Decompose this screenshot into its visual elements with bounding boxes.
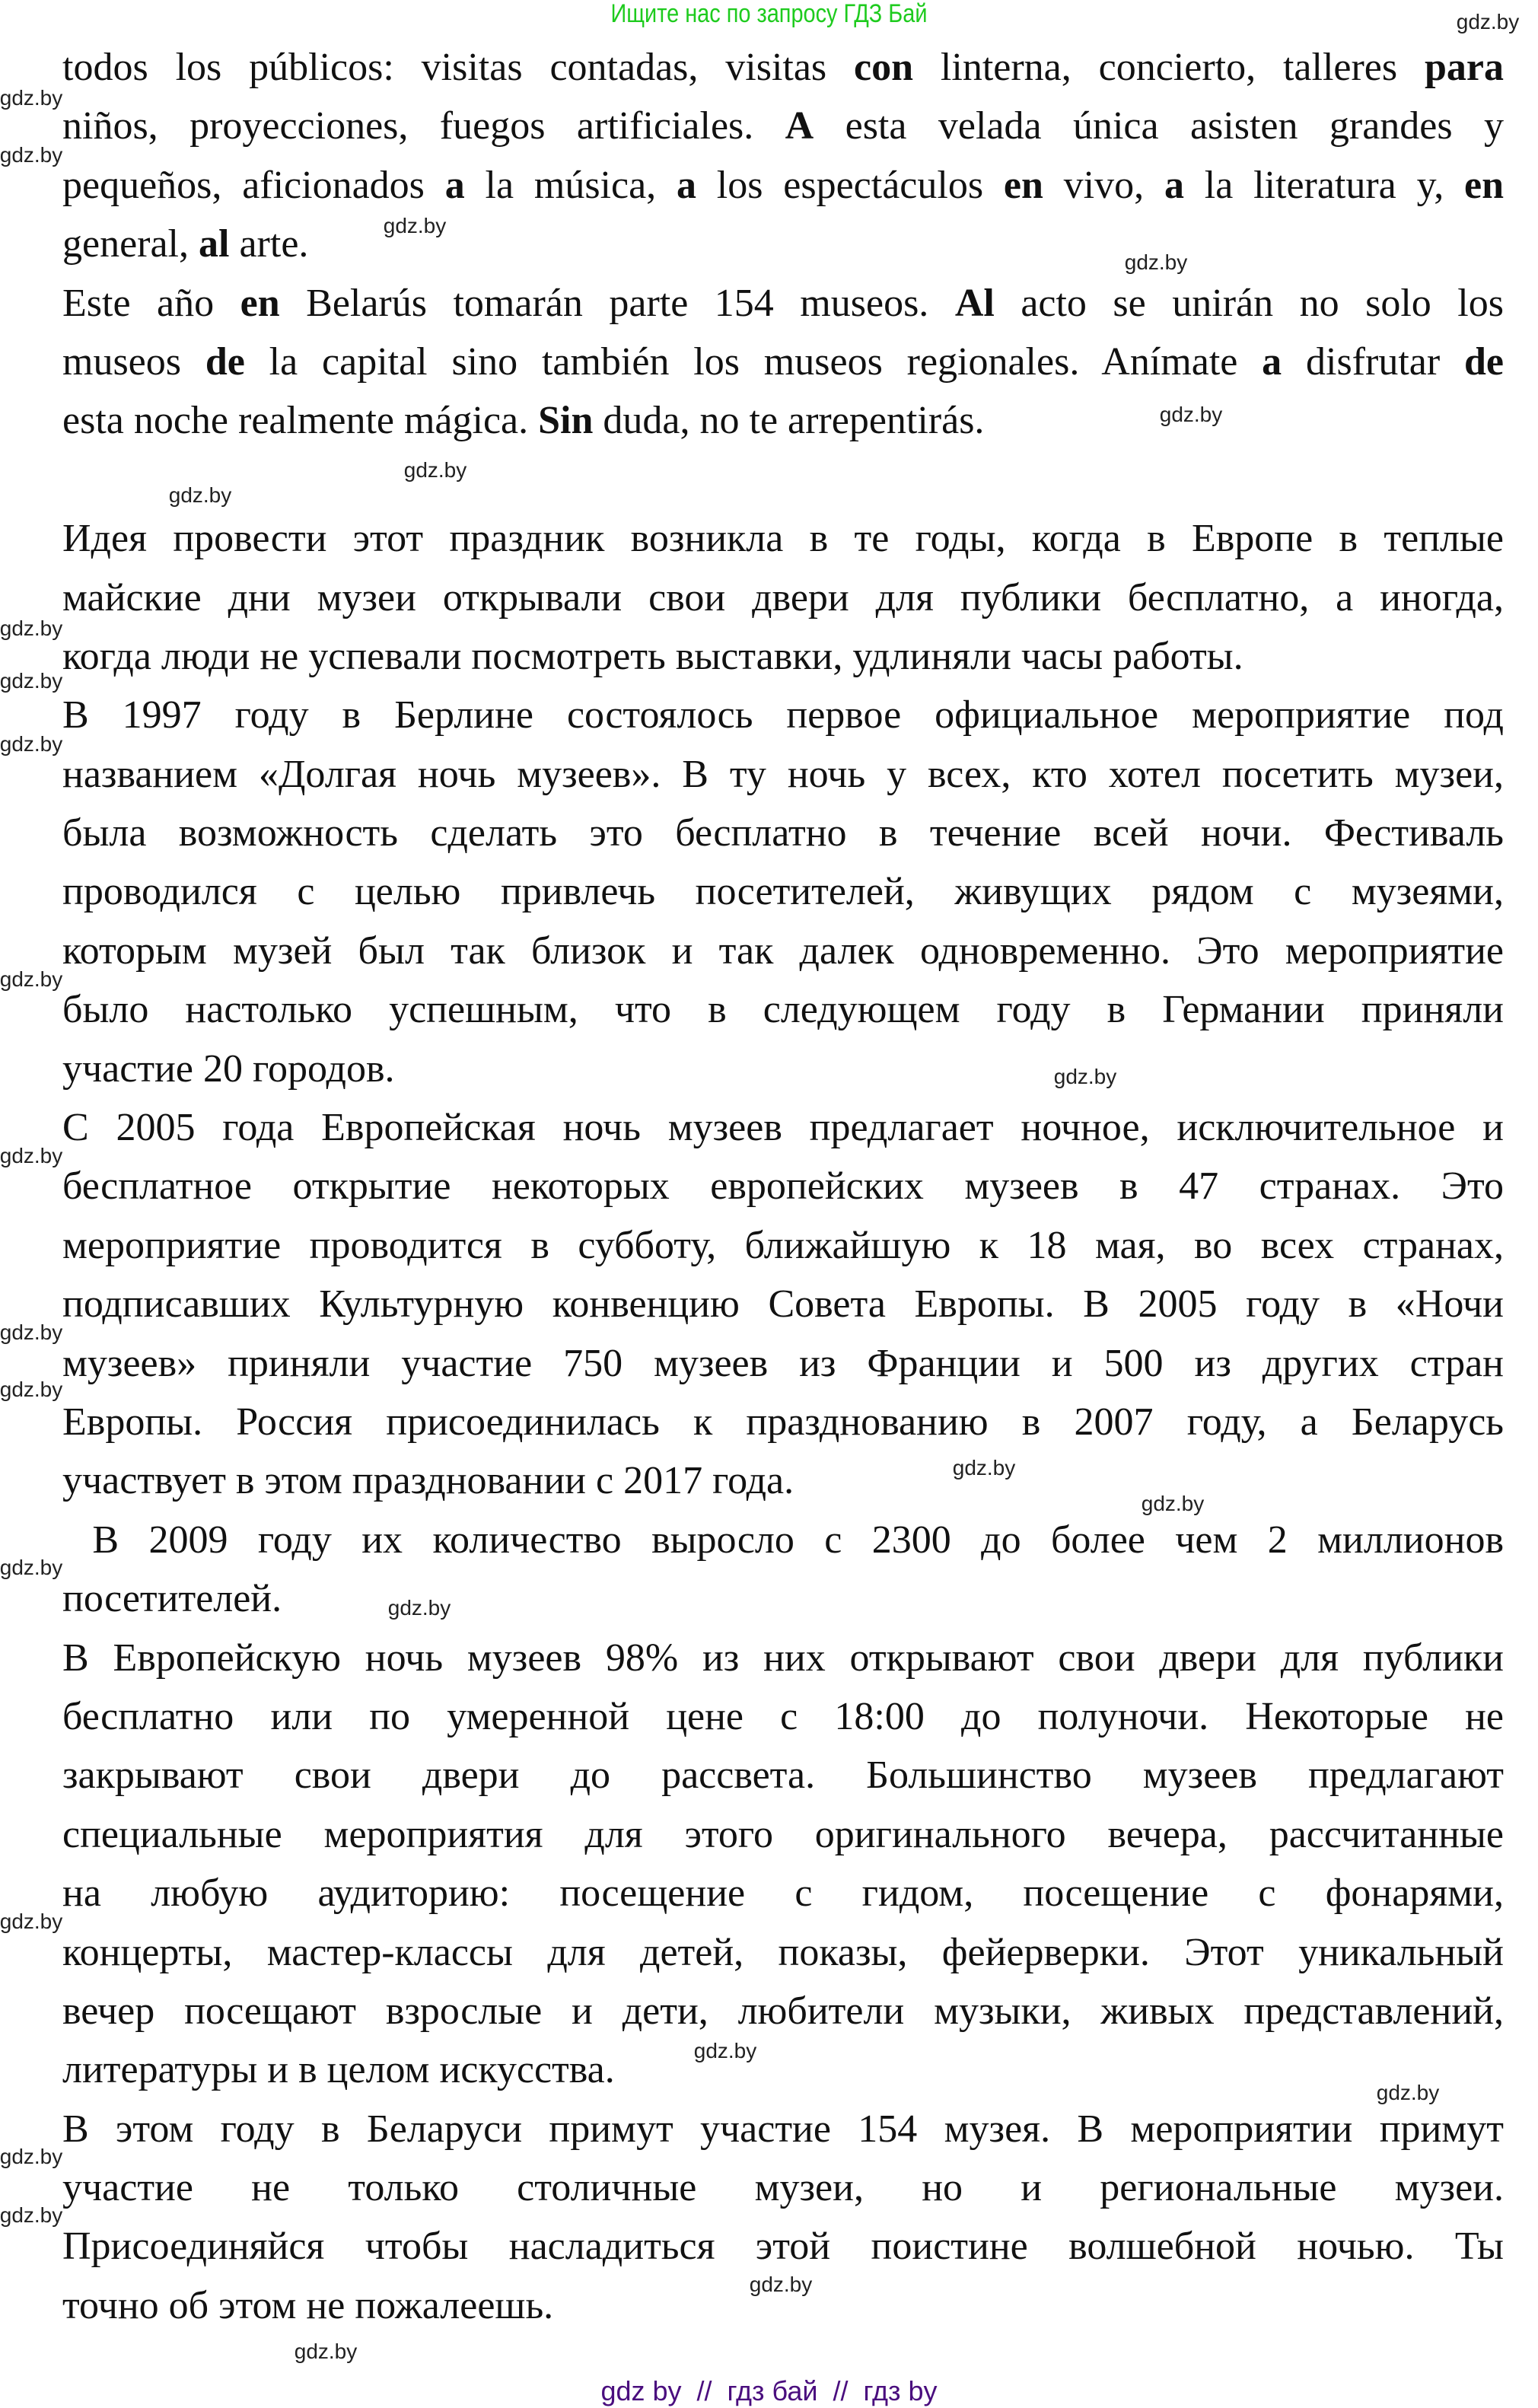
watermark: gdz.by xyxy=(0,86,63,110)
text-line xyxy=(62,862,1504,921)
text-line xyxy=(62,1275,1504,1333)
watermark: gdz.by xyxy=(1456,10,1520,33)
text-line xyxy=(62,1216,1504,1275)
bold-word: para xyxy=(1425,46,1504,89)
bold-word: con xyxy=(854,46,914,89)
bold-word: a xyxy=(1164,163,1184,207)
text-segment: disfrutar xyxy=(1282,339,1464,384)
bold-word: de xyxy=(1464,339,1504,384)
watermark: gdz.by xyxy=(693,2039,757,2062)
text-segment: В этом году в Беларуси примут участие 154 музея. В мероприятии примут xyxy=(62,2107,1504,2151)
text-segment: участие 20 городов. xyxy=(62,1046,395,1091)
text-line xyxy=(62,1746,1504,1804)
watermark: gdz.by xyxy=(749,2273,813,2296)
text-line xyxy=(62,2040,1504,2099)
watermark: gdz.by xyxy=(0,1556,63,1579)
watermark: gdz.by xyxy=(0,1320,63,1344)
text-segment: была возможность сделать это бесплатно в течение всей ночи. Фестиваль xyxy=(62,811,1504,855)
text-line xyxy=(62,745,1504,804)
bold-word: Al xyxy=(954,281,995,325)
text-segment: linterna, concierto, talleres xyxy=(913,46,1425,89)
text-segment: когда люди не успевали посмотреть выставки, удлиняли часы работы. xyxy=(62,634,1243,678)
watermark: gdz.by xyxy=(0,2203,63,2227)
text-line xyxy=(62,922,1504,980)
text-segment: литературы и в целом искусства. xyxy=(62,2048,615,2092)
watermark: gdz.by xyxy=(403,458,467,482)
bold-word: al xyxy=(199,222,230,266)
text-line xyxy=(62,97,1504,155)
text-line xyxy=(62,2217,1504,2276)
text-segment: концерты, мастер-классы для детей, показы, фейерверки. Этот уникальный xyxy=(62,1930,1504,1974)
text-segment: закрывают свои двери до рассвета. Большинство музеев предлагают xyxy=(62,1753,1504,1798)
text-segment: los espectáculos xyxy=(696,163,1004,207)
footer-links[interactable]: gdz by // гдз бай // гдз by xyxy=(600,2375,938,2406)
text-segment: посетителей. xyxy=(62,1577,282,1621)
paragraph-gap xyxy=(62,451,1504,509)
text-segment: участвует в этом праздновании с 2017 года. xyxy=(62,1459,794,1503)
watermark: gdz.by xyxy=(0,1910,63,1933)
text-line xyxy=(62,2100,1504,2158)
text-line xyxy=(62,1511,1504,1569)
text-segment: esta noche realmente mágica. xyxy=(62,399,539,443)
watermark: gdz.by xyxy=(0,1378,63,1401)
text-line xyxy=(62,1040,1504,1098)
text-segment: проводился с целью привлечь посетителей, живущих рядом с музеями, xyxy=(62,870,1504,914)
text-line xyxy=(62,980,1504,1039)
watermark: gdz.by xyxy=(952,1456,1016,1480)
text-line xyxy=(62,156,1504,215)
text-segment: acto se unirán no solo los xyxy=(994,281,1504,325)
text-line xyxy=(62,1982,1504,2040)
text-segment: general, xyxy=(62,222,199,266)
text-line xyxy=(62,804,1504,862)
bold-word: en xyxy=(1464,163,1505,207)
text-segment: Belarús tomarán parte 154 museos. xyxy=(279,281,955,325)
watermark: gdz.by xyxy=(1124,250,1188,274)
text-line xyxy=(62,1629,1504,1687)
text-segment: названием «Долгая ночь музеев». В ту ночь у всех, кто хотел посетить музеи, xyxy=(62,752,1504,796)
text-segment: museos xyxy=(62,339,205,384)
bold-word: a xyxy=(676,163,696,207)
watermark: gdz.by xyxy=(294,2340,358,2363)
text-segment: la literatura y, xyxy=(1183,163,1465,207)
text-line xyxy=(62,1687,1504,1746)
text-line xyxy=(62,391,1504,450)
text-segment: майские дни музеи открывали свои двери для публики бесплатно, а иногда, xyxy=(62,575,1504,620)
watermark: gdz.by xyxy=(1053,1065,1117,1088)
text-line xyxy=(62,627,1504,686)
text-segment: было настолько успешным, что в следующем году в Германии приняли xyxy=(62,988,1504,1032)
watermark: gdz.by xyxy=(0,669,63,693)
text-segment: Европы. Россия присоединилась к празднованию в 2007 году, а Беларусь xyxy=(62,1400,1504,1444)
watermark: gdz.by xyxy=(387,1596,451,1620)
text-segment: вечер посещают взрослые и дети, любители музыки, живых представлений, xyxy=(62,1989,1504,2033)
watermark: gdz.by xyxy=(0,732,63,756)
text-line xyxy=(62,1569,1504,1628)
text-line xyxy=(62,1864,1504,1922)
text-segment: la capital sino también los museos regionales. Anímate xyxy=(244,339,1263,384)
text-line xyxy=(62,333,1504,391)
bold-word: de xyxy=(205,339,245,384)
text-segment: специальные мероприятия для этого оригинального вечера, рассчитанные xyxy=(62,1812,1504,1856)
text-segment: бесплатно или по умеренной цене с 18:00 до полуночи. Некоторые не xyxy=(62,1694,1504,1738)
text-segment: музеев» приняли участие 750 музеев из Франции и 500 из других стран xyxy=(62,1341,1504,1385)
watermark: gdz.by xyxy=(0,616,63,640)
text-segment: arte. xyxy=(229,222,309,266)
watermark: gdz.by xyxy=(0,967,63,991)
text-line xyxy=(62,686,1504,744)
text-line xyxy=(62,1923,1504,1982)
text-line xyxy=(62,509,1504,568)
bold-word: a xyxy=(1262,339,1282,384)
text-line xyxy=(62,1334,1504,1393)
bold-word: Sin xyxy=(538,399,594,443)
watermark: gdz.by xyxy=(1159,403,1223,426)
bold-word: en xyxy=(240,281,280,325)
text-segment: la música, xyxy=(464,163,677,207)
text-line xyxy=(62,1451,1504,1510)
text-segment: Este año xyxy=(62,281,240,325)
bold-word: a xyxy=(444,163,465,207)
bold-word: A xyxy=(785,104,814,148)
text-segment: vivo, xyxy=(1043,163,1164,207)
text-segment: В Европейскую ночь музеев 98% из них открывают свои двери для публики xyxy=(62,1636,1504,1680)
text-line xyxy=(62,38,1504,97)
text-segment: подписавших Культурную конвенцию Совета Европы. В 2005 году в «Ночи xyxy=(62,1282,1504,1327)
text-line xyxy=(62,1098,1504,1157)
header-banner: Ищите нас по запросу ГДЗ Бай xyxy=(610,0,928,28)
text-segment: Идея провести этот праздник возникла в те годы, когда в Европе в теплые xyxy=(62,517,1504,561)
watermark: gdz.by xyxy=(0,1144,63,1167)
text-line xyxy=(62,1393,1504,1451)
text-segment: на любую аудиторию: посещение с гидом, посещение с фонарями, xyxy=(62,1871,1504,1916)
text-segment: С 2005 года Европейская ночь музеев предлагает ночное, исключительное и xyxy=(62,1106,1504,1150)
text-segment: todos los públicos: visitas contadas, visitas xyxy=(62,46,855,89)
watermark: gdz.by xyxy=(1376,2081,1440,2104)
text-segment: которым музей был так близок и так далек одновременно. Это мероприятие xyxy=(62,928,1504,973)
document-body xyxy=(62,38,1504,2335)
watermark: gdz.by xyxy=(0,143,63,167)
text-line xyxy=(62,1805,1504,1864)
text-line xyxy=(62,2158,1504,2217)
text-segment: niños, proyecciones, fuegos artificiales. xyxy=(62,104,785,148)
watermark: gdz.by xyxy=(1141,1492,1205,1515)
text-segment: участие не только столичные музеи, но и региональные музеи. xyxy=(62,2166,1504,2210)
text-line xyxy=(62,215,1504,273)
watermark: gdz.by xyxy=(0,2145,63,2168)
text-segment: точно об этом не пожалеешь. xyxy=(62,2283,554,2327)
text-segment: Присоединяйся чтобы насладиться этой поистине волшебной ночью. Ты xyxy=(62,2225,1504,2269)
text-segment: duda, no te arrepentirás. xyxy=(593,399,985,443)
text-line xyxy=(62,569,1504,627)
text-segment: В 1997 году в Берлине состоялось первое официальное мероприятие под xyxy=(62,693,1504,737)
text-segment: pequeños, aficionados xyxy=(62,163,445,207)
text-line xyxy=(62,274,1504,333)
watermark: gdz.by xyxy=(168,483,232,507)
bold-word: en xyxy=(1003,163,1043,207)
text-segment: esta velada única asisten grandes y xyxy=(814,104,1504,148)
text-segment: В 2009 году их количество выросло с 2300 до более чем 2 миллионов xyxy=(62,1518,1504,1562)
text-line xyxy=(62,1157,1504,1215)
text-segment: мероприятие проводится в субботу, ближайшую к 18 мая, во всех странах, xyxy=(62,1223,1504,1267)
watermark: gdz.by xyxy=(383,214,447,237)
text-segment: бесплатное открытие некоторых европейских музеев в 47 странах. Это xyxy=(62,1164,1504,1209)
